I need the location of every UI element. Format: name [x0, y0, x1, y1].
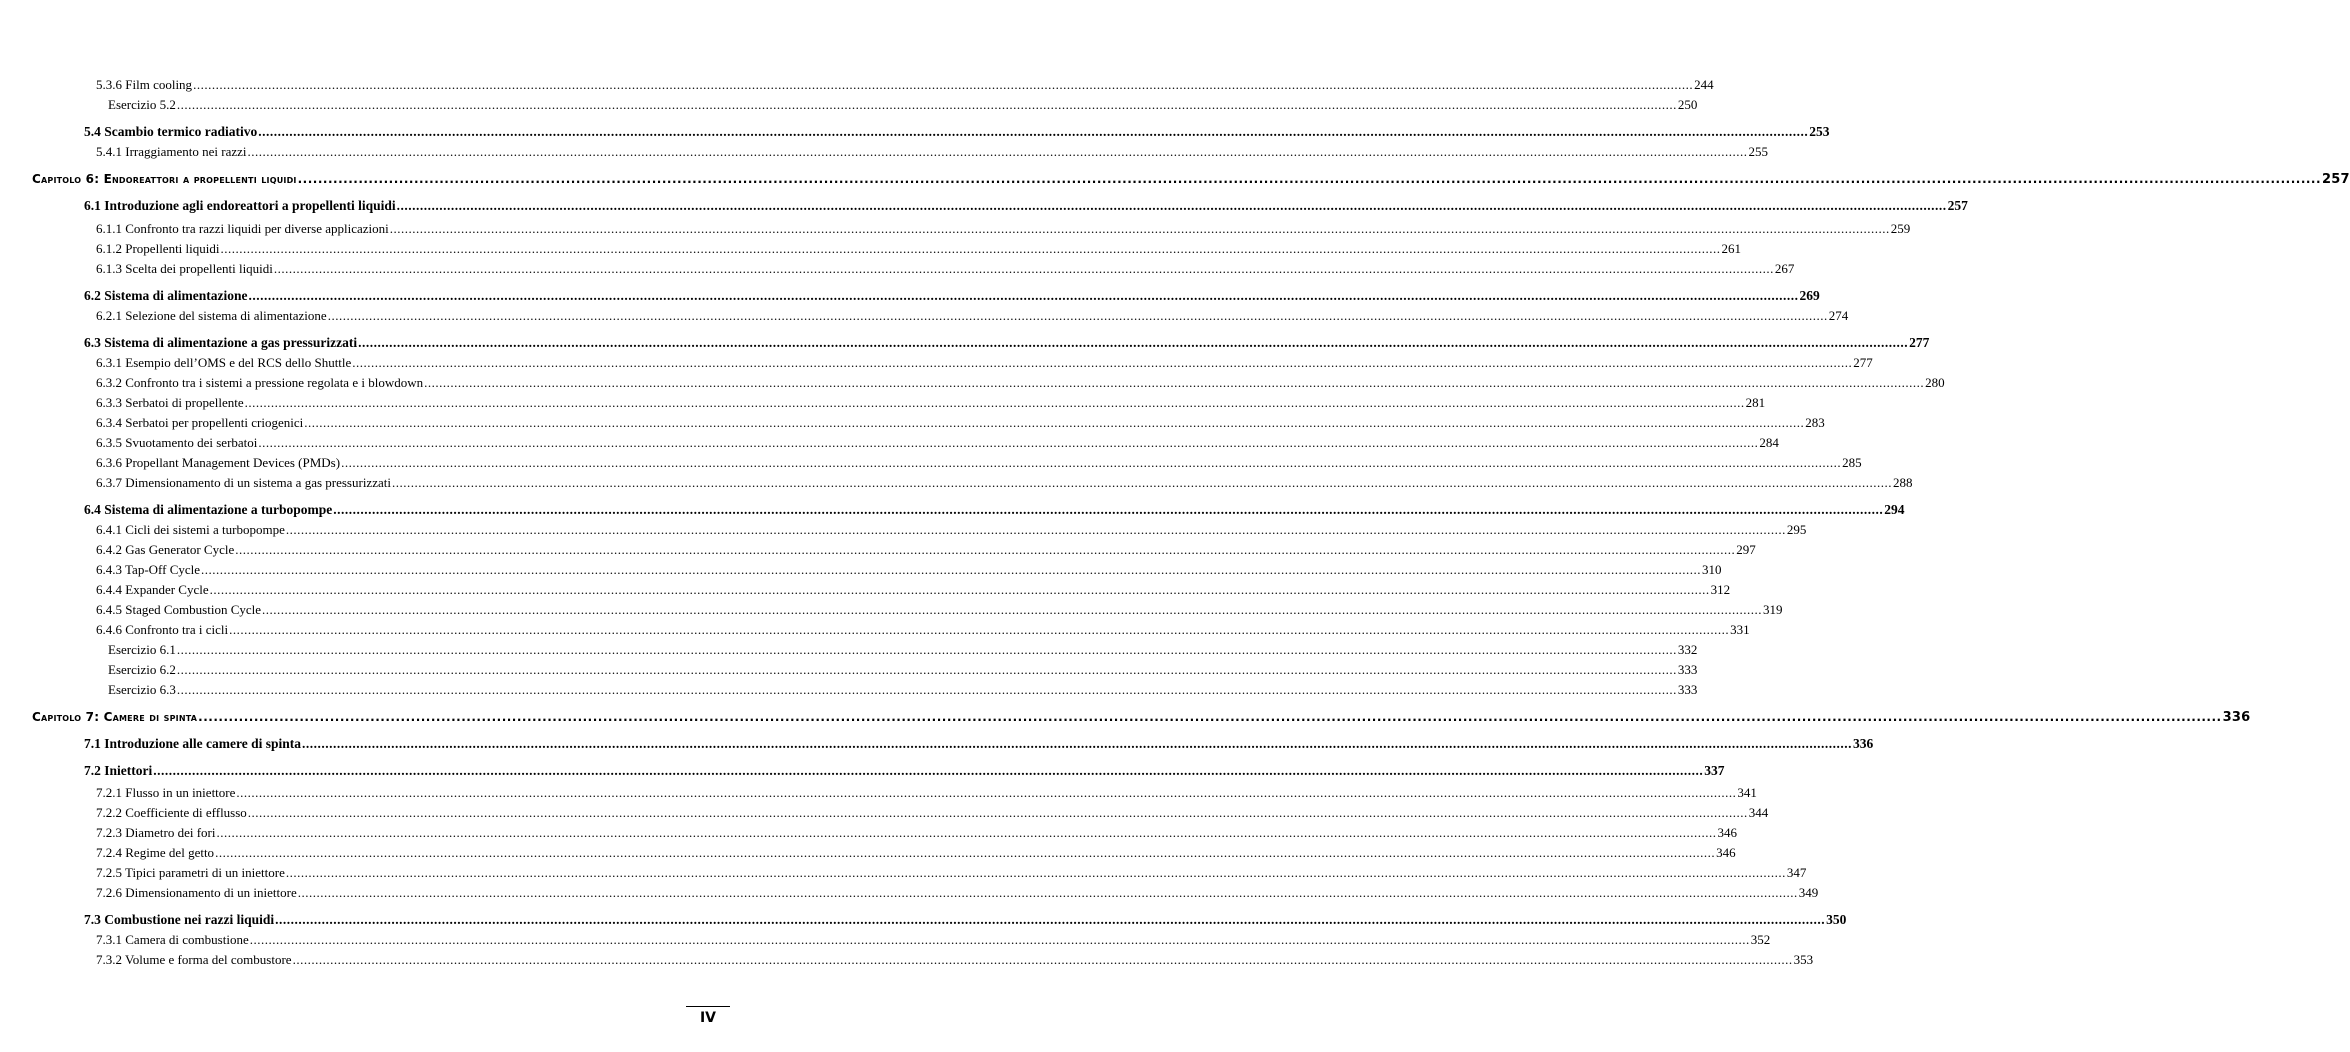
- toc-entry-page: 280: [1925, 375, 1945, 390]
- toc-dot-leader: ................................................................................................................................................................................................................................................................................................................................................................................................................: [153, 763, 1704, 778]
- toc-subsection-entry[interactable]: [96, 601, 1783, 619]
- toc-entry-title: 6.4.2 Gas Generator Cycle: [96, 542, 235, 557]
- toc-entry-page: 350: [1826, 912, 1847, 927]
- toc-dot-leader: ................................................................................................................................................................................................................................................................................................................................................................................................................: [235, 542, 1736, 557]
- toc-subsection-entry[interactable]: [96, 434, 1779, 452]
- toc-entry-page: 331: [1730, 622, 1750, 637]
- toc-entry-title: 5.4.1 Irraggiamento nei razzi: [96, 144, 247, 159]
- toc-entry-page: 284: [1759, 435, 1779, 450]
- toc-entry-page: 294: [1884, 502, 1905, 517]
- toc-subsection-entry[interactable]: [96, 784, 1757, 802]
- toc-entry-page: 255: [1748, 144, 1769, 159]
- toc-entry-title: 6.1.1 Confronto tra razzi liquidi per diverse applicazioni: [96, 221, 389, 236]
- toc-entry-title: 7.2.5 Tipici parametri di un iniettore: [96, 865, 285, 880]
- toc-dot-leader: ................................................................................................................................................................................................................................................................................................................................................................................................................: [275, 912, 1826, 927]
- toc-dot-leader: ................................................................................................................................................................................................................................................................................................................................................................................................................: [198, 710, 2222, 724]
- toc-entry-title: 6.4.4 Expander Cycle: [96, 582, 209, 597]
- toc-entry-page: 346: [1717, 825, 1737, 840]
- toc-entry-title: 7.2.1 Flusso in un iniettore: [96, 785, 236, 800]
- toc-dot-leader: ................................................................................................................................................................................................................................................................................................................................................................................................................: [396, 198, 1947, 213]
- toc-section-entry[interactable]: [84, 287, 1820, 305]
- toc-entry-title: 7.2.3 Diametro dei fori: [96, 825, 216, 840]
- toc-dot-leader: ................................................................................................................................................................................................................................................................................................................................................................................................................: [302, 736, 1853, 751]
- toc-section-entry[interactable]: [84, 123, 1830, 141]
- toc-subsection-entry[interactable]: [96, 931, 1771, 949]
- toc-entry-page: 312: [1710, 582, 1731, 597]
- toc-entry-title: 7.3 Combustione nei razzi liquidi: [84, 912, 275, 927]
- toc-section-entry[interactable]: [84, 197, 1968, 215]
- toc-entry-page: 319: [1763, 602, 1783, 617]
- toc-dot-leader: ................................................................................................................................................................................................................................................................................................................................................................................................................: [327, 308, 1828, 323]
- toc-entry-title: Capitolo 6: Endoreattori a propellenti liquidi: [32, 172, 297, 186]
- toc-entry-page: 269: [1799, 288, 1820, 303]
- toc-subsection-entry[interactable]: [96, 76, 1714, 94]
- toc-dot-leader: ................................................................................................................................................................................................................................................................................................................................................................................................................: [209, 582, 1710, 597]
- toc-entry-page: 259: [1890, 221, 1911, 236]
- page-number: IV: [699, 1010, 716, 1026]
- toc-dot-leader: ................................................................................................................................................................................................................................................................................................................................................................................................................: [247, 805, 1748, 820]
- toc-entry-page: 333: [1677, 682, 1698, 697]
- toc-entry-page: 277: [1853, 355, 1873, 370]
- toc-dot-leader: ................................................................................................................................................................................................................................................................................................................................................................................................................: [220, 241, 1721, 256]
- toc-entry-title: 7.2 Iniettori: [84, 763, 153, 778]
- toc-entry-title: 7.1 Introduzione alle camere di spinta: [84, 736, 302, 751]
- toc-entry-page: 288: [1892, 475, 1913, 490]
- toc-subsection-entry[interactable]: [108, 681, 1698, 699]
- toc-entry-page: 283: [1805, 415, 1825, 430]
- toc-subsection-entry[interactable]: [96, 307, 1849, 325]
- toc-entry-page: 353: [1793, 952, 1814, 967]
- toc-section-entry[interactable]: [84, 911, 1847, 929]
- toc-entry-title: 6.3.3 Serbatoi di propellente: [96, 395, 244, 410]
- toc-section-entry[interactable]: [84, 334, 1930, 352]
- toc-dot-leader: ................................................................................................................................................................................................................................................................................................................................................................................................................: [352, 355, 1853, 370]
- toc-dot-leader: ................................................................................................................................................................................................................................................................................................................................................................................................................: [297, 172, 2322, 186]
- toc-dot-leader: ................................................................................................................................................................................................................................................................................................................................................................................................................: [201, 562, 1702, 577]
- footer-rule: [686, 1006, 730, 1007]
- toc-entry-page: 285: [1842, 455, 1862, 470]
- toc-entry-title: Esercizio 6.3: [108, 682, 176, 697]
- toc-entry-page: 349: [1798, 885, 1819, 900]
- toc-entry-title: 6.3.4 Serbatoi per propellenti criogenici: [96, 415, 304, 430]
- toc-section-entry[interactable]: [84, 762, 1725, 780]
- toc-dot-leader: ................................................................................................................................................................................................................................................................................................................................................................................................................: [193, 77, 1694, 92]
- toc-subsection-entry[interactable]: [96, 220, 1911, 238]
- toc-dot-leader: ................................................................................................................................................................................................................................................................................................................................................................................................................: [215, 845, 1716, 860]
- toc-subsection-entry[interactable]: [96, 143, 1769, 161]
- toc-entry-page: 253: [1809, 124, 1830, 139]
- toc-subsection-entry[interactable]: [96, 414, 1825, 432]
- toc-entry-page: 346: [1716, 845, 1736, 860]
- toc-subsection-entry[interactable]: [96, 240, 1741, 258]
- toc-subsection-entry[interactable]: [96, 474, 1913, 492]
- toc-dot-leader: ................................................................................................................................................................................................................................................................................................................................................................................................................: [216, 825, 1717, 840]
- toc-entry-title: 6.3.7 Dimensionamento di un sistema a gas pressurizzati: [96, 475, 391, 490]
- toc-dot-leader: ................................................................................................................................................................................................................................................................................................................................................................................................................: [229, 622, 1730, 637]
- toc-entry-title: 6.3.2 Confronto tra i sistemi a pressione regolata e i blowdown: [96, 375, 424, 390]
- toc-subsection-entry[interactable]: [96, 561, 1722, 579]
- toc-chapter-entry[interactable]: [32, 708, 2251, 726]
- toc-subsection-entry[interactable]: [96, 621, 1750, 639]
- toc-dot-leader: ................................................................................................................................................................................................................................................................................................................................................................................................................: [285, 522, 1786, 537]
- toc-entry-title: 7.2.2 Coefficiente di efflusso: [96, 805, 247, 820]
- toc-dot-leader: ................................................................................................................................................................................................................................................................................................................................................................................................................: [249, 932, 1750, 947]
- toc-entry-page: 257: [2322, 172, 2350, 187]
- toc-section-entry[interactable]: [84, 735, 1874, 753]
- toc-subsection-entry[interactable]: [108, 641, 1698, 659]
- toc-subsection-entry[interactable]: [96, 541, 1756, 559]
- toc-entry-title: 6.3.5 Svuotamento dei serbatoi: [96, 435, 258, 450]
- toc-subsection-entry[interactable]: [96, 521, 1807, 539]
- toc-dot-leader: ................................................................................................................................................................................................................................................................................................................................................................................................................: [176, 662, 1677, 677]
- toc-dot-leader: ................................................................................................................................................................................................................................................................................................................................................................................................................: [247, 144, 1748, 159]
- toc-entry-title: 6.4.6 Confronto tra i cicli: [96, 622, 229, 637]
- toc-subsection-entry[interactable]: [108, 661, 1698, 679]
- toc-subsection-entry[interactable]: [96, 884, 1819, 902]
- toc-entry-title: 6.4 Sistema di alimentazione a turbopompe: [84, 502, 333, 517]
- toc-subsection-entry[interactable]: [96, 864, 1807, 882]
- toc-entry-title: 6.1.3 Scelta dei propellenti liquidi: [96, 261, 273, 276]
- toc-subsection-entry[interactable]: [108, 96, 1698, 114]
- toc-entry-title: Capitolo 7: Camere di spinta: [32, 710, 198, 724]
- toc-entry-page: 332: [1677, 642, 1698, 657]
- toc-entry-page: 337: [1704, 763, 1725, 778]
- toc-dot-leader: ................................................................................................................................................................................................................................................................................................................................................................................................................: [285, 865, 1786, 880]
- toc-dot-leader: ................................................................................................................................................................................................................................................................................................................................................................................................................: [176, 642, 1677, 657]
- toc-subsection-entry[interactable]: [96, 260, 1795, 278]
- toc-dot-leader: ................................................................................................................................................................................................................................................................................................................................................................................................................: [333, 502, 1884, 517]
- toc-entry-title: 6.3.6 Propellant Management Devices (PMDs): [96, 455, 341, 470]
- toc-entry-title: 6.4.5 Staged Combustion Cycle: [96, 602, 262, 617]
- toc-subsection-entry[interactable]: [96, 804, 1769, 822]
- toc-entry-page: 297: [1736, 542, 1756, 557]
- toc-section-entry[interactable]: [84, 501, 1905, 519]
- toc-dot-leader: ................................................................................................................................................................................................................................................................................................................................................................................................................: [389, 221, 1890, 236]
- toc-entry-page: 310: [1702, 562, 1722, 577]
- toc-dot-leader: ................................................................................................................................................................................................................................................................................................................................................................................................................: [262, 602, 1763, 617]
- toc-entry-title: 7.3.1 Camera di combustione: [96, 932, 249, 947]
- toc-entry-title: Esercizio 5.2: [108, 97, 176, 112]
- toc-dot-leader: ................................................................................................................................................................................................................................................................................................................................................................................................................: [292, 952, 1793, 967]
- toc-dot-leader: ................................................................................................................................................................................................................................................................................................................................................................................................................: [258, 124, 1809, 139]
- toc-subsection-entry[interactable]: [96, 581, 1731, 599]
- toc-entry-title: 6.4.1 Cicli dei sistemi a turbopompe: [96, 522, 285, 537]
- toc-dot-leader: ................................................................................................................................................................................................................................................................................................................................................................................................................: [273, 261, 1774, 276]
- toc-entry-title: Esercizio 6.2: [108, 662, 176, 677]
- toc-entry-page: 250: [1677, 97, 1698, 112]
- toc-entry-page: 261: [1721, 241, 1741, 256]
- toc-entry-page: 257: [1947, 198, 1968, 213]
- toc-subsection-entry[interactable]: [96, 454, 1862, 472]
- toc-entry-title: 6.3.1 Esempio dell’OMS e del RCS dello Shuttle: [96, 355, 352, 370]
- toc-subsection-entry[interactable]: [96, 844, 1736, 862]
- toc-dot-leader: ................................................................................................................................................................................................................................................................................................................................................................................................................: [244, 395, 1745, 410]
- toc-dot-leader: ................................................................................................................................................................................................................................................................................................................................................................................................................: [248, 288, 1799, 303]
- toc-entry-page: 244: [1694, 77, 1714, 92]
- toc-entry-title: 7.3.2 Volume e forma del combustore: [96, 952, 292, 967]
- toc-entry-page: 336: [2222, 710, 2251, 725]
- toc-subsection-entry[interactable]: [96, 394, 1766, 412]
- toc-dot-leader: ................................................................................................................................................................................................................................................................................................................................................................................................................: [358, 335, 1909, 350]
- toc-entry-title: 5.3.6 Film cooling: [96, 77, 193, 92]
- toc-entry-title: 6.2 Sistema di alimentazione: [84, 288, 248, 303]
- toc-entry-page: 336: [1853, 736, 1874, 751]
- toc-subsection-entry[interactable]: [96, 951, 1814, 969]
- toc-entry-page: 341: [1737, 785, 1757, 800]
- toc-entry-page: 281: [1745, 395, 1766, 410]
- toc-dot-leader: ................................................................................................................................................................................................................................................................................................................................................................................................................: [391, 475, 1892, 490]
- toc-dot-leader: ................................................................................................................................................................................................................................................................................................................................................................................................................: [236, 785, 1737, 800]
- toc-chapter-entry[interactable]: [32, 170, 2350, 188]
- toc-dot-leader: ................................................................................................................................................................................................................................................................................................................................................................................................................: [304, 415, 1805, 430]
- toc-dot-leader: ................................................................................................................................................................................................................................................................................................................................................................................................................: [297, 885, 1798, 900]
- toc-entry-title: 6.4.3 Tap-Off Cycle: [96, 562, 201, 577]
- toc-entry-title: 6.1.2 Propellenti liquidi: [96, 241, 220, 256]
- toc-entry-title: 5.4 Scambio termico radiativo: [84, 124, 258, 139]
- toc-dot-leader: ................................................................................................................................................................................................................................................................................................................................................................................................................: [258, 435, 1759, 450]
- toc-entry-page: 344: [1748, 805, 1769, 820]
- toc-dot-leader: ................................................................................................................................................................................................................................................................................................................................................................................................................: [176, 682, 1677, 697]
- toc-entry-title: Esercizio 6.1: [108, 642, 176, 657]
- toc-entry-page: 274: [1828, 308, 1849, 323]
- toc-dot-leader: ................................................................................................................................................................................................................................................................................................................................................................................................................: [176, 97, 1677, 112]
- toc-entry-page: 352: [1750, 932, 1771, 947]
- toc-entry-page: 267: [1774, 261, 1795, 276]
- toc-entry-title: 6.3 Sistema di alimentazione a gas pressurizzati: [84, 335, 358, 350]
- toc-entry-page: 347: [1786, 865, 1807, 880]
- toc-dot-leader: ................................................................................................................................................................................................................................................................................................................................................................................................................: [424, 375, 1925, 390]
- toc-entry-page: 295: [1786, 522, 1807, 537]
- toc-subsection-entry[interactable]: [96, 374, 1945, 392]
- toc-subsection-entry[interactable]: [96, 354, 1873, 372]
- toc-dot-leader: ................................................................................................................................................................................................................................................................................................................................................................................................................: [341, 455, 1842, 470]
- toc-subsection-entry[interactable]: [96, 824, 1737, 842]
- toc-entry-title: 7.2.4 Regime del getto: [96, 845, 215, 860]
- toc-entry-page: 333: [1677, 662, 1698, 677]
- toc-entry-page: 277: [1909, 335, 1930, 350]
- toc-entry-title: 6.2.1 Selezione del sistema di alimentazione: [96, 308, 327, 323]
- toc-entry-title: 6.1 Introduzione agli endoreattori a propellenti liquidi: [84, 198, 396, 213]
- toc-entry-title: 7.2.6 Dimensionamento di un iniettore: [96, 885, 297, 900]
